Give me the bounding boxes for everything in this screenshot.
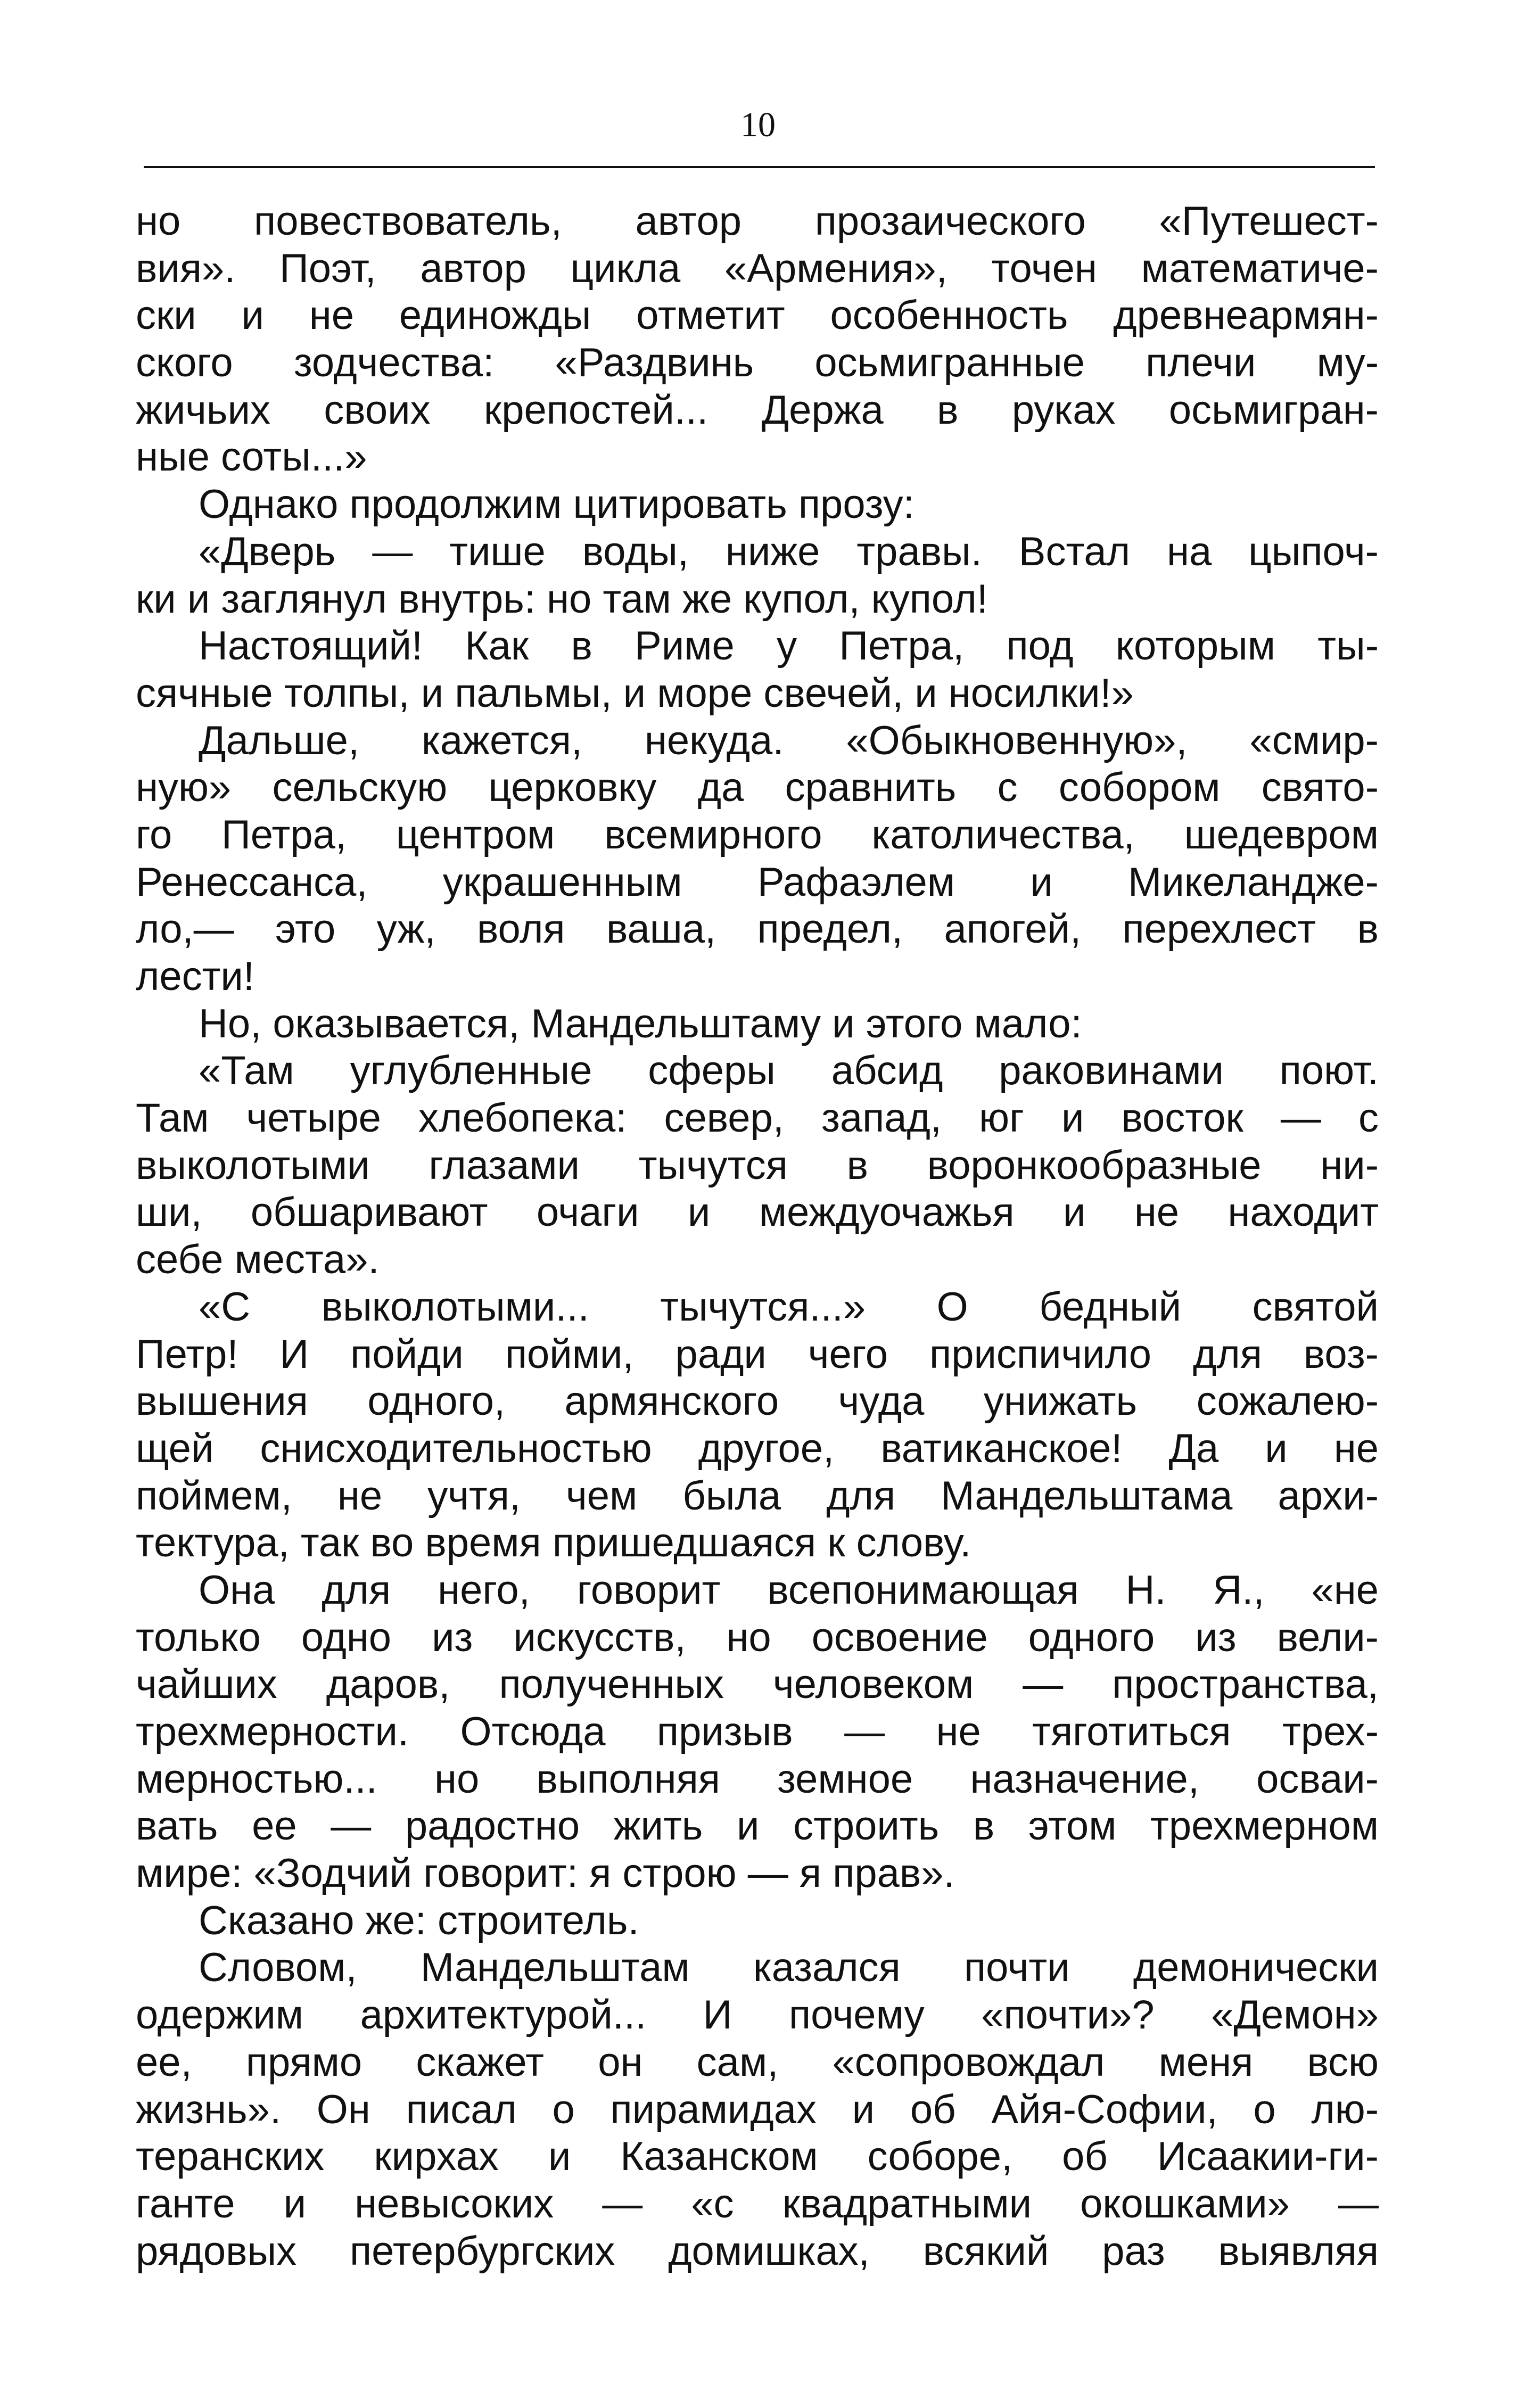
text-line: щей снисходительностью другое, ватиканское! Да и не: [136, 1425, 1379, 1471]
text-line: жизнь». Он писал о пирамидах и об Айя-Софии, о лю-: [136, 2087, 1379, 2132]
text-line: чайших даров, полученных человеком — пространства,: [136, 1662, 1379, 1708]
text-line: ки и заглянул внутрь: но там же купол, купол!: [136, 576, 988, 622]
text-line: Дальше, кажется, некуда. «Обыкновенную», «смир-: [199, 718, 1379, 763]
text-line: теранских кирхах и Казанском соборе, об Исаакии-ги-: [136, 2134, 1379, 2180]
text-line: вать ее — радостно жить и строить в этом трехмерном: [136, 1803, 1379, 1849]
text-line: выколотыми глазами тычутся в воронкообразные ни-: [136, 1142, 1379, 1188]
text-line: ски и не единожды отметит особенность древнеармян-: [136, 293, 1379, 339]
text-line: ского зодчества: «Раздвинь осьмигранные плечи му-: [136, 340, 1379, 386]
text-line: Там четыре хлебопека: север, запад, юг и восток — с: [136, 1095, 1379, 1141]
text-line: тектура, так во время пришедшаяся к слову.: [136, 1520, 971, 1566]
text-line: жичьих своих крепостей... Держа в руках осьмигран-: [136, 387, 1379, 433]
text-line: Ренессанса, украшенным Рафаэлем и Микеландже-: [136, 859, 1379, 905]
text-line: рядовых петербургских домишках, всякий раз выявляя: [136, 2228, 1379, 2274]
header-rule: [144, 166, 1375, 168]
text-line: сячные толпы, и пальмы, и море свечей, и носилки!»: [136, 670, 1134, 716]
page-number: 10: [740, 105, 776, 144]
text-line: ее, прямо скажет он сам, «сопровождал меня всю: [136, 2039, 1379, 2085]
text-line: ши, обшаривают очаги и междуочажья и не находит: [136, 1190, 1379, 1235]
text-line: Словом, Мандельштам казался почти демонически: [199, 1945, 1379, 1991]
text-line: ло,— это уж, воля ваша, предел, апогей, перехлест в: [136, 906, 1379, 952]
text-line: «Там углубленные сферы абсид раковинами поют.: [199, 1048, 1379, 1094]
text-line: ганте и невысоких — «с квадратными окошками» —: [136, 2181, 1379, 2226]
text-line: одержим архитектурой... И почему «почти»? «Демон»: [136, 1992, 1379, 2038]
text-line: трехмерности. Отсюда призыв — не тяготиться трех-: [136, 1709, 1379, 1754]
text-line: го Петра, центром всемирного католичества, шедевром: [136, 812, 1379, 857]
text-line: мерностью... но выполняя земное назначение, осваи-: [136, 1756, 1379, 1802]
text-line: но повествователь, автор прозаического «Путешест-: [136, 199, 1379, 244]
text-line: Настоящий! Как в Риме у Петра, под которым ты-: [199, 623, 1379, 669]
text-line: Она для него, говорит всепонимающая Н. Я., «не: [199, 1567, 1379, 1613]
text-line: Сказано же: строитель.: [199, 1898, 639, 1943]
text-line: Но, оказывается, Мандельштаму и этого мало:: [199, 1001, 1082, 1046]
text-line: вия». Поэт, автор цикла «Армения», точен математиче-: [136, 245, 1379, 291]
text-line: ные соты...»: [136, 434, 367, 480]
text-line: себе места».: [136, 1237, 380, 1283]
text-line: поймем, не учтя, чем была для Мандельштама архи-: [136, 1473, 1379, 1519]
text-line: лести!: [136, 954, 254, 999]
text-line: вышения одного, армянского чуда унижать сожалею-: [136, 1379, 1379, 1424]
body-text: [136, 198, 1379, 2275]
text-line: мире: «Зодчий говорит: я строю — я прав».: [136, 1851, 955, 1896]
text-line: только одно из искусств, но освоение одного из вели-: [136, 1614, 1379, 1660]
text-line: Петр! И пойди пойми, ради чего приспичило для воз-: [136, 1331, 1379, 1377]
text-line: «Дверь — тише воды, ниже травы. Встал на цыпоч-: [199, 529, 1379, 574]
text-line: «С выколотыми... тычутся...» О бедный святой: [199, 1284, 1379, 1330]
text-line: Однако продолжим цитировать прозу:: [199, 482, 914, 527]
text-line: ную» сельскую церковку да сравнить с собором свято-: [136, 765, 1379, 811]
